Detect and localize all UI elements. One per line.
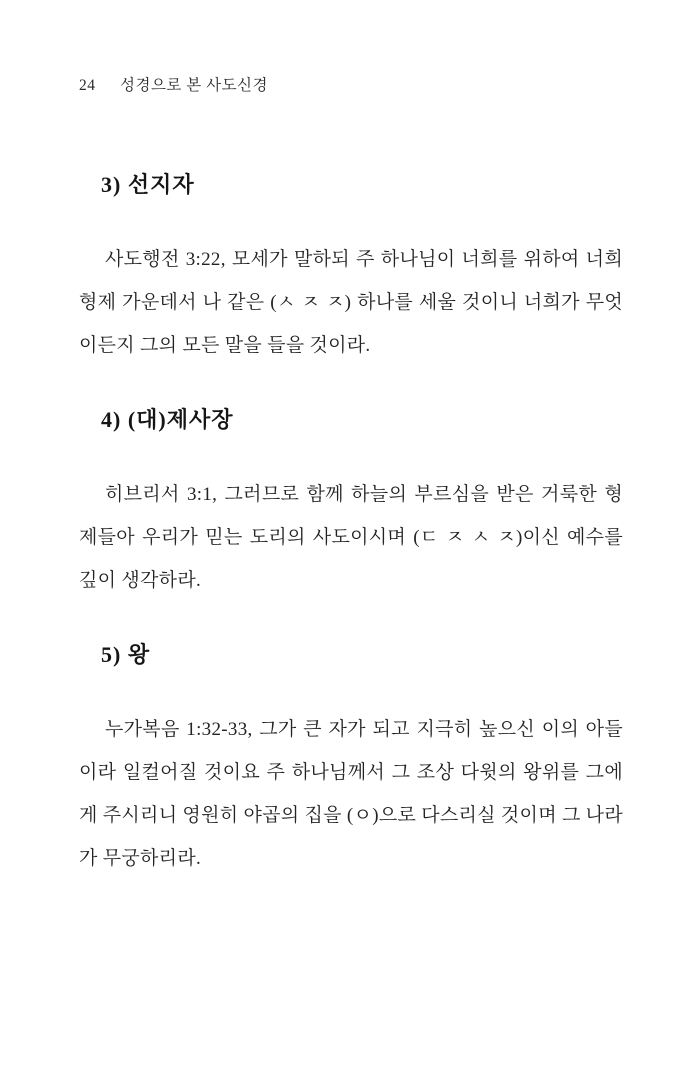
section-heading-prophet: 3) 선지자 (101, 172, 195, 197)
running-title: 성경으로 본 사도신경 (120, 77, 269, 94)
page-number: 24 (79, 77, 96, 94)
scripture-paragraph-luke: 누가복음 1:32-33, 그가 큰 자가 되고 지극히 높으신 이의 아들이라 일컬어질 것이요 주 하나님께서 그 조상 다윗의 왕위를 그에게 주시리니 영원히 야곱의 집을 (ㅇ)으로 다스리실 것이며 그 나라가 무궁하리라. (79, 719, 623, 869)
section-high-priest (79, 405, 623, 602)
section-heading-high-priest: 4) (대)제사장 (101, 407, 234, 432)
running-header (79, 76, 623, 96)
scripture-paragraph-acts: 사도행전 3:22, 모세가 말하되 주 하나님이 너희를 위하여 너희 형제 가운데서 나 같은 (ㅅ ㅈ ㅈ) 하나를 세울 것이니 너희가 무엇이든지 그의 모든 말을 들을 것이라. (79, 249, 623, 356)
section-king (79, 640, 623, 880)
scripture-paragraph-hebrews: 히브리서 3:1, 그러므로 함께 하늘의 부르심을 받은 거룩한 형제들아 우리가 믿는 도리의 사도이시며 (ㄷ ㅈ ㅅ ㅈ)이신 예수를 깊이 생각하라. (79, 484, 623, 591)
section-heading-king: 5) 왕 (101, 642, 151, 667)
section-prophet (79, 170, 623, 367)
